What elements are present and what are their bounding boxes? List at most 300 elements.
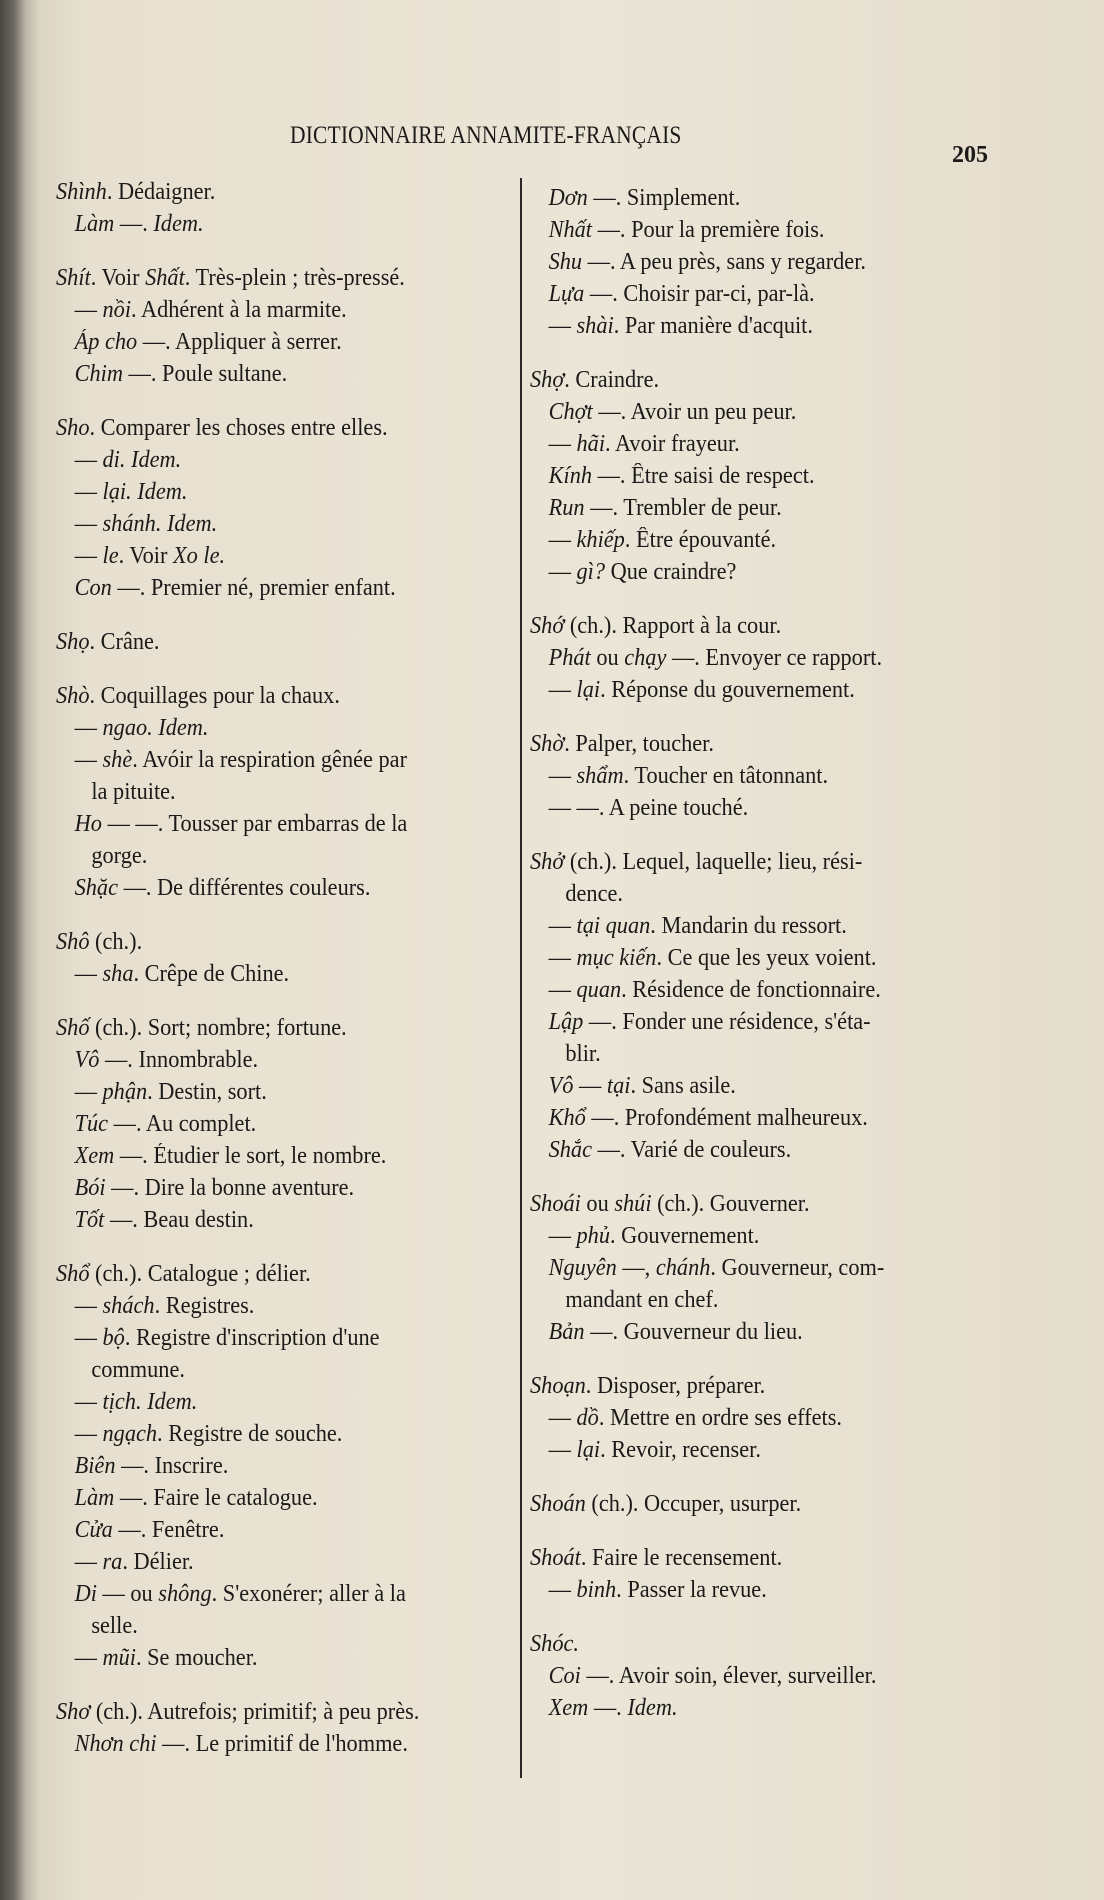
entry-subentry-line <box>56 1728 476 1760</box>
entry-subentry-line <box>530 1252 967 1284</box>
definition-text: —. Avoir soin, élever, surveiller. <box>580 1663 877 1689</box>
definition-text: (ch.). Catalogue ; délier. <box>89 1261 311 1287</box>
italic-term: Shọ <box>56 629 90 655</box>
entry-subentry-line <box>530 674 967 706</box>
entry-subentry-line <box>530 1220 967 1252</box>
italic-term: chạy <box>624 645 667 671</box>
italic-term: Shở <box>530 849 565 875</box>
italic-term: shách <box>102 1293 155 1319</box>
italic-term: Shoái <box>530 1191 581 1217</box>
definition-text: . Gouvernement. <box>609 1223 760 1249</box>
entry-subentry-line <box>530 278 967 310</box>
definition-text: — <box>548 1577 577 1603</box>
italic-term: Di <box>74 1581 97 1607</box>
entry-subentry-line <box>56 958 476 990</box>
entry-subentry-line <box>56 1172 476 1204</box>
definition-text: —. Fonder une résidence, s'éta- <box>583 1009 871 1035</box>
definition-text: . Destin, sort. <box>147 1079 267 1105</box>
definition-text: — <box>74 543 103 569</box>
dictionary-entry <box>56 1012 508 1236</box>
definition-text: — <box>548 313 577 339</box>
entry-subentry-line <box>530 942 967 974</box>
entry-headword-line <box>530 1488 967 1520</box>
definition-text: — <box>74 447 103 473</box>
dictionary-entry <box>530 728 1000 824</box>
entry-headword-line <box>530 1188 967 1220</box>
definition-text: — <box>548 977 577 1003</box>
definition-text: —. Profondément malheureux. <box>585 1105 868 1131</box>
dictionary-entry <box>530 182 1000 342</box>
italic-term: Idem. <box>153 211 204 237</box>
italic-term: Tốt <box>74 1207 105 1233</box>
entry-subentry-line <box>530 460 967 492</box>
entry-headword-line <box>530 610 967 642</box>
entry-subentry-line <box>56 1514 476 1546</box>
entry-subentry-line <box>530 492 967 524</box>
definition-text: — <box>74 1079 103 1105</box>
dictionary-entry <box>530 610 1000 706</box>
definition-text: . Registre d'inscription d'une <box>124 1325 380 1351</box>
entry-subentry-line <box>530 1134 967 1166</box>
definition-text: — <box>548 431 577 457</box>
entry-headword-line <box>530 1542 967 1574</box>
column-divider <box>520 178 522 1778</box>
entry-subentry-line <box>56 1482 476 1514</box>
dictionary-entry <box>56 1696 508 1760</box>
entry-subentry-line <box>56 294 476 326</box>
definition-text: (ch.). Rapport à la cour. <box>564 613 782 639</box>
italic-term: lại <box>576 677 601 703</box>
definition-text: —. Innombrable. <box>99 1047 259 1073</box>
italic-term: Nhơn chi <box>74 1731 157 1757</box>
definition-text: (ch.). Gouverner. <box>651 1191 810 1217</box>
italic-term: Shình <box>56 179 107 205</box>
italic-term: Shớ <box>530 613 565 639</box>
entry-subentry-line <box>530 396 967 428</box>
italic-term: shúi <box>614 1191 652 1217</box>
italic-term: Vô <box>74 1047 100 1073</box>
italic-term: gì? <box>576 559 606 585</box>
definition-text: — <box>74 1293 103 1319</box>
italic-term: phận <box>102 1079 148 1105</box>
italic-term: Shò <box>56 683 90 709</box>
entry-subentry-line <box>530 1692 967 1724</box>
entry-headword-line <box>56 680 476 712</box>
definition-text: — <box>548 527 577 553</box>
definition-text: — <box>74 297 103 323</box>
definition-text: — <box>74 961 103 987</box>
definition-text: . Dédaigner. <box>106 179 216 205</box>
definition-text: . Voir <box>90 265 146 291</box>
italic-term: shông <box>158 1581 212 1607</box>
italic-term: phủ <box>576 1223 610 1249</box>
entry-subentry-line <box>56 208 476 240</box>
italic-term: quan <box>576 977 622 1003</box>
definition-text: —. Le primitif de l'homme. <box>156 1731 408 1757</box>
definition-text: —. Premier né, premier enfant. <box>111 575 396 601</box>
italic-term: Túc <box>74 1111 109 1137</box>
definition-text: . Réponse du gouvernement. <box>600 677 855 703</box>
italic-term: bộ <box>102 1325 125 1351</box>
definition-text: . S'exonérer; aller à la <box>211 1581 406 1607</box>
dictionary-entry <box>530 364 1000 588</box>
italic-term: Bói <box>74 1175 106 1201</box>
page-number: 205 <box>952 142 988 168</box>
definition-text: — <box>548 677 577 703</box>
definition-text: —. Trembler de peur. <box>584 495 782 521</box>
dictionary-entry <box>56 926 508 990</box>
definition-text: . Crêpe de Chine. <box>133 961 290 987</box>
definition-text: (ch.). Occuper, usurper. <box>585 1491 802 1517</box>
entry-headword-line <box>530 728 967 760</box>
italic-term: Shu <box>548 249 583 275</box>
italic-term: Shổ <box>56 1261 90 1287</box>
definition-text: — <box>548 913 577 939</box>
dictionary-entry <box>56 412 508 604</box>
entry-headword-line <box>530 1370 967 1402</box>
definition-text: —. Gouverneur du lieu. <box>584 1319 803 1345</box>
definition-text: . Être épouvanté. <box>624 527 777 553</box>
entry-subentry-line <box>530 182 967 214</box>
italic-term: le <box>102 543 119 569</box>
entry-continuation-line <box>530 878 967 910</box>
entry-subentry-line <box>530 1070 967 1102</box>
definition-text: — <box>548 1437 577 1463</box>
definition-text: —. Pour la première fois. <box>592 217 825 243</box>
definition-text: — <box>74 1421 103 1447</box>
entry-subentry-line <box>530 428 967 460</box>
definition-text: — <box>548 763 577 789</box>
entry-subentry-line <box>56 1076 476 1108</box>
entry-subentry-line <box>56 540 476 572</box>
entry-headword-line <box>56 262 476 294</box>
definition-text: . Revoir, recenser. <box>600 1437 761 1463</box>
italic-term: Shoát <box>530 1545 581 1571</box>
entry-subentry-line <box>56 744 476 776</box>
definition-text: —. Avoir un peu peur. <box>592 399 797 425</box>
definition-text: —. Inscrire. <box>115 1453 229 1479</box>
definition-text: . Toucher en tâtonnant. <box>623 763 829 789</box>
entry-subentry-line <box>56 1290 476 1322</box>
italic-term: shè <box>102 747 133 773</box>
definition-text: gorge. <box>91 843 148 869</box>
definition-text: mandant en chef. <box>565 1287 719 1313</box>
definition-text: . Ce que les yeux voient. <box>656 945 877 971</box>
entry-subentry-line <box>56 1418 476 1450</box>
italic-term: Shố <box>56 1015 90 1041</box>
italic-term: Run <box>548 495 585 521</box>
definition-text: Que craindre? <box>605 559 737 585</box>
italic-term: Lựa <box>548 281 585 307</box>
definition-text: — —. A peine touché. <box>548 795 749 821</box>
entry-continuation-line <box>56 840 476 872</box>
definition-text: . Se moucher. <box>135 1645 258 1671</box>
entry-subentry-line <box>530 792 967 824</box>
definition-text: . Par manière d'acquit. <box>613 313 813 339</box>
definition-text: . Voir <box>118 543 173 569</box>
dictionary-entry <box>56 626 508 658</box>
italic-term: mục kiến <box>576 945 657 971</box>
definition-text: —. Poule sultane. <box>122 361 288 387</box>
italic-term: Shơ <box>56 1699 91 1725</box>
definition-text: . Palper, toucher. <box>564 731 714 757</box>
entry-headword-line <box>56 1258 476 1290</box>
definition-text: . Adhérent à la marmite. <box>131 297 347 323</box>
definition-text: . Délier. <box>122 1549 194 1575</box>
definition-text: — <box>74 511 103 537</box>
definition-text: —. Être saisi de respect. <box>592 463 815 489</box>
italic-term: Shợ <box>530 367 565 393</box>
definition-text: —. <box>114 211 154 237</box>
italic-term: Nhất <box>548 217 593 243</box>
italic-term: Phát <box>548 645 591 671</box>
definition-text: . Résidence de fonctionnaire. <box>621 977 881 1003</box>
italic-term: Biên <box>74 1453 116 1479</box>
definition-text: . Comparer les choses entre elles. <box>89 415 388 441</box>
entry-subentry-line <box>530 1434 967 1466</box>
definition-text: —. Dire la bonne aventure. <box>105 1175 355 1201</box>
entry-subentry-line <box>56 872 476 904</box>
definition-text: blir. <box>565 1041 601 1067</box>
definition-text: ou <box>590 645 625 671</box>
entry-subentry-line <box>56 712 476 744</box>
definition-text: . Crâne. <box>89 629 160 655</box>
italic-term: Shoạn <box>530 1373 586 1399</box>
definition-text: —. Étudier le sort, le nombre. <box>114 1143 387 1169</box>
italic-term: Shít <box>56 265 91 291</box>
entry-continuation-line <box>56 776 476 808</box>
italic-term: chánh <box>655 1255 711 1281</box>
entry-subentry-line <box>56 1140 476 1172</box>
italic-term: dồ <box>576 1405 599 1431</box>
definition-text: (ch.). Sort; nombre; fortune. <box>89 1015 347 1041</box>
italic-term: lại. Idem. <box>102 479 188 505</box>
italic-term: Shoán <box>530 1491 586 1517</box>
italic-term: binh <box>576 1577 617 1603</box>
dictionary-entry <box>530 1542 1000 1606</box>
entry-subentry-line <box>530 1316 967 1348</box>
italic-term: ngao. Idem. <box>102 715 209 741</box>
dictionary-entry <box>530 1188 1000 1348</box>
definition-text: . Craindre. <box>564 367 660 393</box>
definition-text: — <box>548 945 577 971</box>
definition-text: —. Choisir par-ci, par-là. <box>584 281 815 307</box>
entry-headword-line <box>56 926 476 958</box>
definition-text: — <box>74 747 103 773</box>
italic-term: Khổ <box>548 1105 586 1131</box>
definition-text: —. Fenêtre. <box>112 1517 225 1543</box>
entry-subentry-line <box>56 476 476 508</box>
entry-subentry-line <box>56 1546 476 1578</box>
italic-term: Con <box>74 575 112 601</box>
entry-continuation-line <box>56 1354 476 1386</box>
definition-text: dence. <box>565 881 623 907</box>
definition-text: commune. <box>91 1357 185 1383</box>
definition-text: — <box>548 559 577 585</box>
italic-term: Coi <box>548 1663 581 1689</box>
italic-term: sha <box>102 961 134 987</box>
entry-continuation-line <box>530 1284 967 1316</box>
entry-subentry-line <box>530 1574 967 1606</box>
definition-text: (ch.). Lequel, laquelle; lieu, rési- <box>564 849 863 875</box>
dictionary-entry <box>56 680 508 904</box>
entry-subentry-line <box>56 572 476 604</box>
definition-text: ou <box>580 1191 615 1217</box>
italic-term: shánh. Idem. <box>102 511 218 537</box>
italic-term: Shô <box>56 929 90 955</box>
definition-text: selle. <box>91 1613 138 1639</box>
definition-text: —, <box>616 1255 656 1281</box>
italic-term: Sho <box>56 415 90 441</box>
definition-text: . Registres. <box>154 1293 255 1319</box>
entry-headword-line <box>530 1628 967 1660</box>
definition-text: — <box>548 1405 577 1431</box>
italic-term: Dơn <box>548 185 588 211</box>
entry-headword-line <box>530 364 967 396</box>
entry-continuation-line <box>56 1610 476 1642</box>
entry-continuation-line <box>530 1038 967 1070</box>
italic-term: Chim <box>74 361 123 387</box>
italic-term: Shặc <box>74 875 118 901</box>
entry-subentry-line <box>530 760 967 792</box>
entry-subentry-line <box>56 1642 476 1674</box>
entry-subentry-line <box>56 1322 476 1354</box>
definition-text: — <box>74 1389 103 1415</box>
definition-text: . Avóir la respiration gênée par <box>132 747 408 773</box>
italic-term: Shờ <box>530 731 565 757</box>
definition-text: —. De différentes couleurs. <box>117 875 371 901</box>
definition-text: . Mandarin du ressort. <box>650 913 847 939</box>
dictionary-entry <box>56 1258 508 1674</box>
italic-term: ngạch <box>102 1421 158 1447</box>
italic-term: Xo le. <box>172 543 226 569</box>
definition-text: . Gouverneur, com- <box>710 1255 885 1281</box>
italic-term: Làm <box>74 1485 115 1511</box>
entry-subentry-line <box>530 642 967 674</box>
definition-text: —. Faire le catalogue. <box>114 1485 318 1511</box>
definition-text: —. Varié de couleurs. <box>591 1137 792 1163</box>
entry-subentry-line <box>56 1108 476 1140</box>
definition-text: . Mettre en ordre ses effets. <box>598 1405 842 1431</box>
entry-subentry-line <box>56 1044 476 1076</box>
entry-subentry-line <box>56 358 476 390</box>
italic-term: ra <box>102 1549 123 1575</box>
entry-subentry-line <box>530 1402 967 1434</box>
entry-subentry-line <box>56 444 476 476</box>
italic-term: Vô <box>548 1073 574 1099</box>
italic-term: Cửa <box>74 1517 113 1543</box>
entry-headword-line <box>56 176 476 208</box>
italic-term: Kính <box>548 463 593 489</box>
italic-term: shài <box>576 313 614 339</box>
italic-term: khiếp <box>576 527 625 553</box>
dictionary-entry <box>56 262 508 390</box>
definition-text: —. A peu près, sans y regarder. <box>582 249 866 275</box>
italic-term: Làm <box>74 211 115 237</box>
italic-term: tịch. Idem. <box>102 1389 198 1415</box>
entry-subentry-line <box>530 246 967 278</box>
definition-text: — <box>573 1073 607 1099</box>
definition-text: —. Beau destin. <box>104 1207 254 1233</box>
definition-text: . Coquillages pour la chaux. <box>89 683 340 709</box>
definition-text: — <box>74 1645 103 1671</box>
italic-term: shẩm <box>576 763 624 789</box>
definition-text: . Disposer, préparer. <box>585 1373 766 1399</box>
right-column <box>530 182 1000 1746</box>
definition-text: — <box>74 715 103 741</box>
definition-text: —. <box>588 1695 628 1721</box>
running-header: DICTIONNAIRE ANNAMITE-FRANÇAIS <box>290 122 682 149</box>
entry-subentry-line <box>56 1386 476 1418</box>
italic-term: di. Idem. <box>102 447 182 473</box>
italic-term: Ho <box>74 811 102 837</box>
italic-term: hãi <box>576 431 606 457</box>
italic-term: Xem <box>548 1695 589 1721</box>
left-column <box>56 176 508 1782</box>
definition-text: —. Simplement. <box>587 185 741 211</box>
definition-text: . Passer la revue. <box>616 1577 767 1603</box>
definition-text: — <box>74 1549 103 1575</box>
entry-subentry-line <box>530 974 967 1006</box>
italic-term: Shóc. <box>530 1631 579 1657</box>
italic-term: Idem. <box>627 1695 678 1721</box>
italic-term: Chợt <box>548 399 593 425</box>
definition-text: . Sans asile. <box>630 1073 736 1099</box>
italic-term: Lập <box>548 1009 584 1035</box>
italic-term: Xem <box>74 1143 115 1169</box>
italic-term: Shất <box>145 265 185 291</box>
italic-term: nồi <box>102 297 132 323</box>
definition-text: la pituite. <box>91 779 176 805</box>
entry-subentry-line <box>530 1660 967 1692</box>
dictionary-entry <box>530 846 1000 1166</box>
definition-text: — —. Tousser par embarras de la <box>101 811 408 837</box>
entry-headword-line <box>56 1696 476 1728</box>
entry-subentry-line <box>530 556 967 588</box>
entry-headword-line <box>56 412 476 444</box>
italic-term: tại <box>606 1073 631 1099</box>
definition-text: — <box>548 1223 577 1249</box>
entry-subentry-line <box>530 310 967 342</box>
entry-subentry-line <box>530 524 967 556</box>
entry-subentry-line <box>56 508 476 540</box>
italic-term: Bản <box>548 1319 585 1345</box>
entry-subentry-line <box>530 1102 967 1134</box>
dictionary-entry <box>530 1628 1000 1724</box>
definition-text: . Très-plein ; très-pressé. <box>184 265 405 291</box>
entry-headword-line <box>56 626 476 658</box>
entry-headword-line <box>56 1012 476 1044</box>
definition-text: —. Envoyer ce rapport. <box>666 645 883 671</box>
definition-text: —. Au complet. <box>108 1111 257 1137</box>
entry-subentry-line <box>530 1006 967 1038</box>
entry-subentry-line <box>56 808 476 840</box>
entry-headword-line <box>530 846 967 878</box>
definition-text: —. Appliquer à serrer. <box>137 329 342 355</box>
italic-term: Nguyên <box>548 1255 617 1281</box>
italic-term: mũi <box>102 1645 136 1671</box>
dictionary-entry <box>56 176 508 240</box>
definition-text: — <box>74 479 103 505</box>
italic-term: lại <box>576 1437 601 1463</box>
definition-text: . Registre de souche. <box>157 1421 343 1447</box>
dictionary-entry <box>530 1370 1000 1466</box>
definition-text: . Avoir frayeur. <box>605 431 740 457</box>
italic-term: Áp cho <box>74 329 138 355</box>
definition-text: (ch.). Autrefois; primitif; à peu près. <box>90 1699 420 1725</box>
definition-text: — <box>74 1325 103 1351</box>
definition-text: (ch.). <box>89 929 143 955</box>
